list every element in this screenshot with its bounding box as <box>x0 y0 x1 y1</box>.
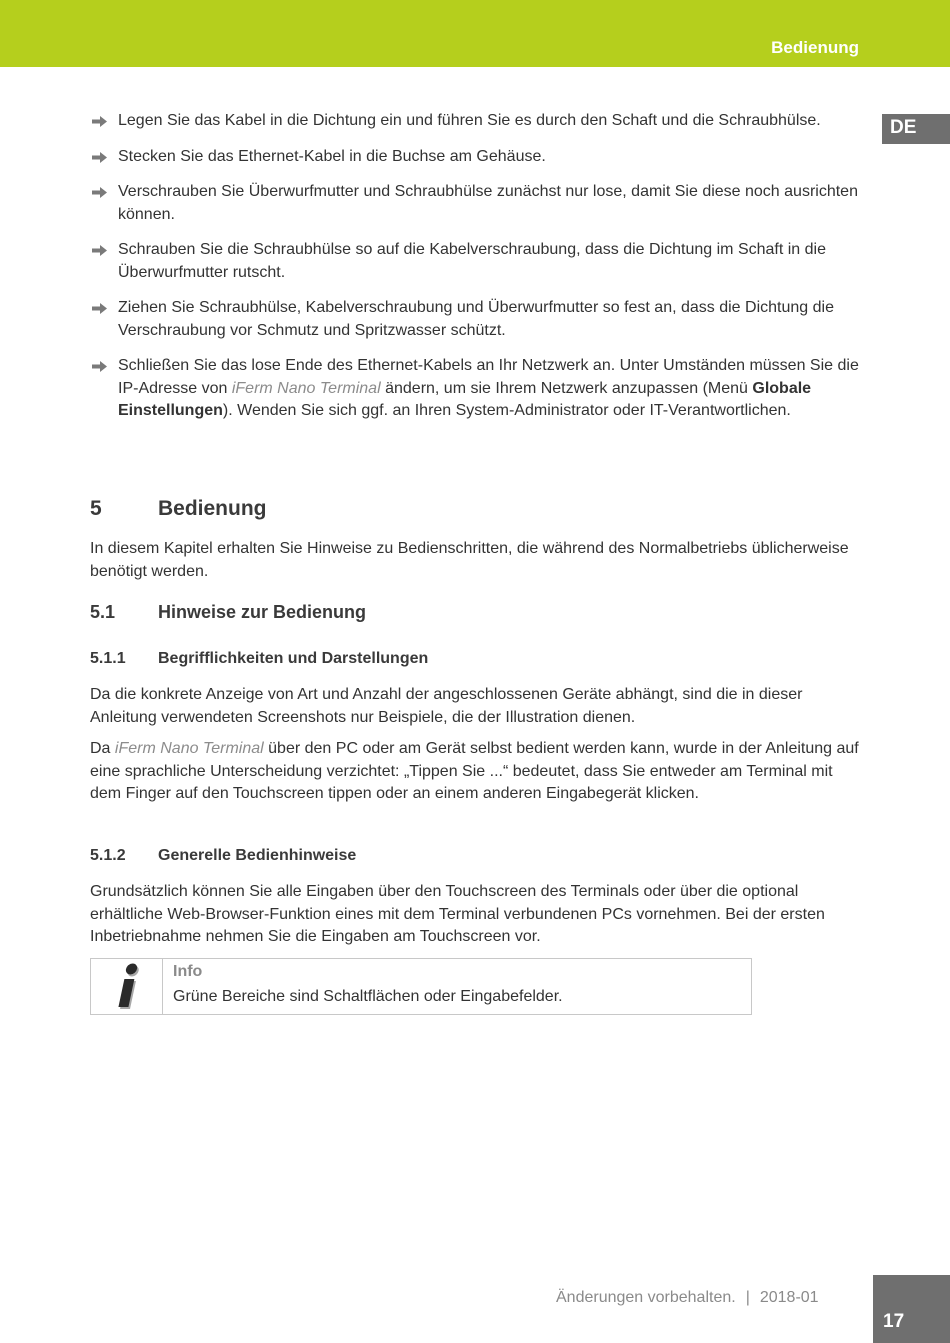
section-5-1-1-para2 <box>90 738 862 806</box>
section-heading-5-1-2 <box>90 847 356 865</box>
arrow-right-icon <box>92 187 107 198</box>
section-5-1-2-para: Grundsätzlich können Sie alle Eingaben über den Touchscreen des Terminals oder über die optional erhältliche Web-Browser-Funktion eines mit dem Terminal verbundenen PCs vornehmen. Bei der ersten Inbetriebnahme nehmen Sie die Eingaben am Touchscreen vor. <box>90 883 825 945</box>
section-5-1-1-para1: Da die konkrete Anzeige von Art und Anzahl der angeschlossenen Geräte abhängt, sind die in dieser Anleitung verwendeten Screenshots nur Beispiele, die der Illustration dienen. <box>90 686 803 726</box>
step-item <box>90 181 860 226</box>
info-i-icon <box>111 962 151 1012</box>
info-text: Grüne Bereiche sind Schaltflächen oder Eingabefelder. <box>173 988 563 1005</box>
step-item <box>90 355 860 423</box>
page-number-box <box>873 1275 950 1343</box>
language-tab: DE <box>882 114 950 144</box>
step-item <box>90 297 860 342</box>
section-title: Begrifflichkeiten und Darstellungen <box>158 650 429 667</box>
info-title: Info <box>173 963 203 980</box>
section-5-intro: In diesem Kapitel erhalten Sie Hinweise zu Bedienschritten, die während des Normalbetriebs üblicherweise benötigt werden. <box>90 540 849 580</box>
header-bar <box>0 0 950 67</box>
section-heading-5-1-1 <box>90 650 428 668</box>
arrow-right-icon <box>92 152 107 163</box>
footer-date: 2018-01 <box>759 1289 819 1306</box>
para-text: Da <box>90 740 111 757</box>
menu-name: Globale Einstellungen <box>118 379 812 419</box>
section-title: Hinweise zur Bedienung <box>158 602 367 622</box>
step-text: ändern, um sie Ihrem Netzwerk anzupassen (Menü <box>385 379 748 397</box>
info-box <box>90 958 752 1015</box>
instruction-steps <box>90 110 860 436</box>
step-text: ). Wenden Sie sich ggf. an Ihren System-Administrator oder IT-Verantwortlichen. <box>222 402 791 419</box>
page-number: 17 <box>883 1311 905 1332</box>
section-number: 5 <box>90 497 102 520</box>
info-icon-cell <box>91 959 163 1014</box>
step-text: Legen Sie das Kabel in die Dichtung ein und führen Sie es durch den Schaft und die Schraubhülse. <box>118 112 821 129</box>
arrow-right-icon <box>92 245 107 256</box>
footer <box>556 1289 819 1307</box>
header-title: Bedienung <box>771 38 859 57</box>
step-text: Verschrauben Sie Überwurfmutter und Schraubhülse zunächst nur lose, damit Sie diese noch ausrichten können. <box>118 183 858 223</box>
step-text: Schließen Sie das lose Ende des Ethernet-Kabels an Ihr Netzwerk an. Unter Umständen müssen Sie die IP-Adresse von <box>118 357 859 397</box>
step-text: Stecken Sie das Ethernet-Kabel in die Buchse am Gehäuse. <box>118 147 546 165</box>
section-title: Generelle Bedienhinweise <box>158 847 357 864</box>
section-heading-5 <box>90 497 267 521</box>
product-name: iFerm Nano Terminal <box>114 740 264 757</box>
section-number: 5.1.1 <box>90 650 126 667</box>
section-title: Bedienung <box>158 497 267 520</box>
step-text: Schrauben Sie die Schraubhülse so auf die Kabelverschraubung, dass die Dichtung im Schaft in die Überwurfmutter rutscht. <box>118 241 826 281</box>
step-text: Ziehen Sie Schraubhülse, Kabelverschraubung und Überwurfmutter so fest an, dass die Dichtung die Verschraubung vor Schmutz und Spritzwasser schützt. <box>118 299 834 339</box>
step-item <box>90 110 860 133</box>
footer-note: Änderungen vorbehalten. <box>556 1289 736 1306</box>
product-name: iFerm Nano Terminal <box>231 379 381 397</box>
arrow-right-icon <box>92 361 107 372</box>
footer-separator: | <box>745 1289 750 1306</box>
arrow-right-icon <box>92 303 107 314</box>
para-text: über den PC oder am Gerät selbst bedient werden kann, wurde in der Anleitung auf eine sprachliche Unterscheidung verzichtet: „Tippen Sie ...“ bedeutet, dass Sie entweder am Terminal mit dem Finger auf den Touchscreen tippen oder an einem anderen Eingabegerät klicken. <box>90 740 859 802</box>
arrow-right-icon <box>92 116 107 127</box>
section-heading-5-1 <box>90 602 366 623</box>
step-item <box>90 146 860 169</box>
section-number: 5.1 <box>90 602 116 622</box>
section-number: 5.1.2 <box>90 847 126 864</box>
step-item <box>90 239 860 284</box>
